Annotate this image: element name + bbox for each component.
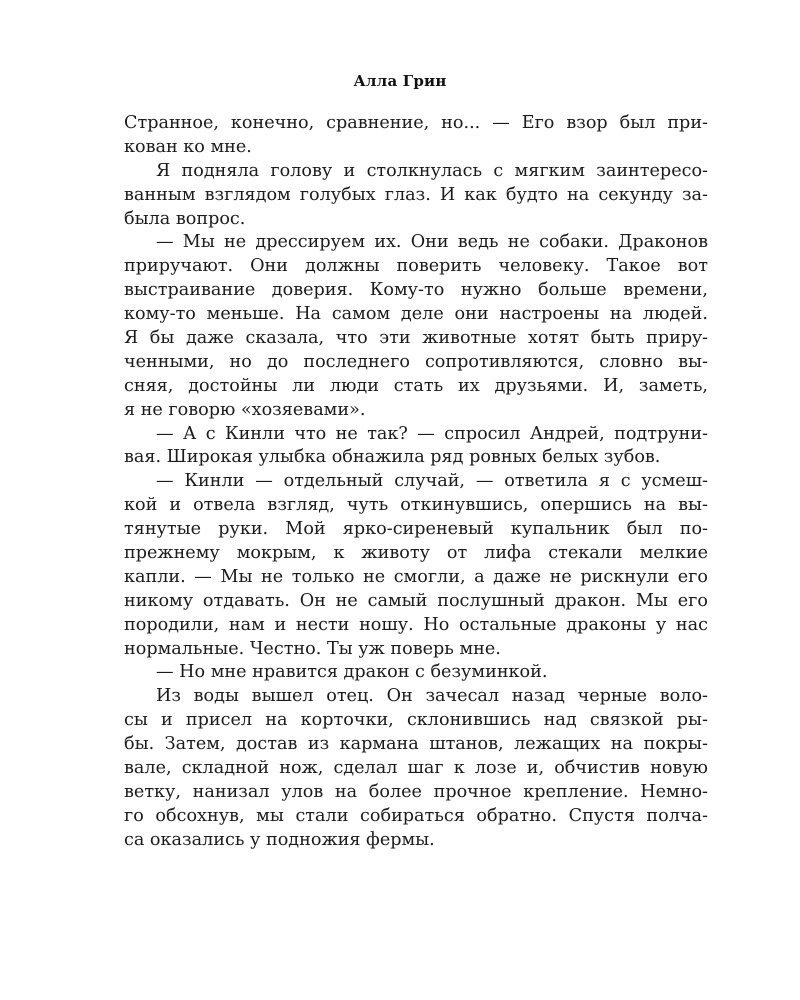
- text-line: я не говорю «хозяевами».: [124, 399, 366, 420]
- text-line: кой и отвела взгляд, чуть откинувшись, опершись на вы-: [124, 495, 708, 516]
- running-head: Алла Грин: [353, 72, 447, 90]
- text-line: — Кинли — отдельный случай, — ответила я с усмеш-: [156, 471, 708, 492]
- text-line: ветку, нанизал улов на более прочное крепление. Немно-: [124, 781, 708, 802]
- text-line: го обсохнув, мы стали собираться обратно. Спустя полча-: [124, 805, 708, 826]
- text-line: — А с Кинли что не так? — спросил Андрей, подтруни-: [156, 423, 708, 444]
- text-line: нормальные. Честно. Ты уж поверь мне.: [124, 638, 501, 659]
- text-line: Из воды вышел отец. Он зачесал назад черные воло-: [156, 686, 708, 707]
- text-line: приручают. Они должны поверить человеку. Такое вот: [124, 256, 708, 277]
- text-line: вая. Широкая улыбка обнажила ряд ровных белых зубов.: [124, 447, 661, 468]
- text-line: — Но мне нравится дракон с безуминкой.: [156, 662, 548, 683]
- text-line: сняя, достойны ли люди стать их друзьями. И, заметь,: [124, 375, 708, 396]
- text-line: тянутые руки. Мой ярко-сиреневый купальник был по-: [124, 519, 708, 540]
- text-line: Я бы даже сказала, что эти животные хотят быть прирy-: [124, 328, 708, 349]
- text-line: ванным взглядом голубых глаз. И как будто на секунду за-: [124, 184, 708, 205]
- text-line: породили, нам и нести ношу. Но остальные драконы у нас: [124, 614, 708, 635]
- text-line: кован ко мне.: [124, 136, 252, 157]
- text-line: кому-то меньше. На самом деле они настроены на людей.: [124, 304, 708, 325]
- text-line: са оказались у подножия фермы.: [124, 829, 435, 850]
- text-line: Странное, конечно, сравнение, но... — Его взор был при-: [124, 113, 708, 133]
- text-line: Я подняла голову и столкнулась с мягким заинтересо-: [156, 160, 708, 181]
- text-line: прежнему мокрым, к животу от лифа стекали мелкие: [124, 543, 708, 564]
- text-line: — Мы не дрессируем их. Они ведь не собаки. Драконов: [156, 232, 708, 253]
- text-line: ченными, но до последнего сопротивляются, словно вы-: [124, 351, 708, 372]
- text-line: бы. Затем, достав из кармана штанов, лежащих на покры-: [124, 734, 708, 755]
- text-line: никому отдавать. Он не самый послушный дракон. Мы его: [124, 590, 708, 611]
- text-line: сы и присел на корточки, склонившись над связкой ры-: [124, 710, 708, 731]
- text-line: выстраивание доверия. Кому-то нужно больше времени,: [124, 280, 708, 301]
- text-line: была вопрос.: [124, 208, 246, 229]
- body-text: [124, 112, 708, 853]
- text-line: капли. — Мы не только не смогли, а даже не рискнули его: [124, 566, 708, 587]
- text-line: вале, складной нож, сделал шаг к лозе и, обчистив новую: [124, 758, 708, 779]
